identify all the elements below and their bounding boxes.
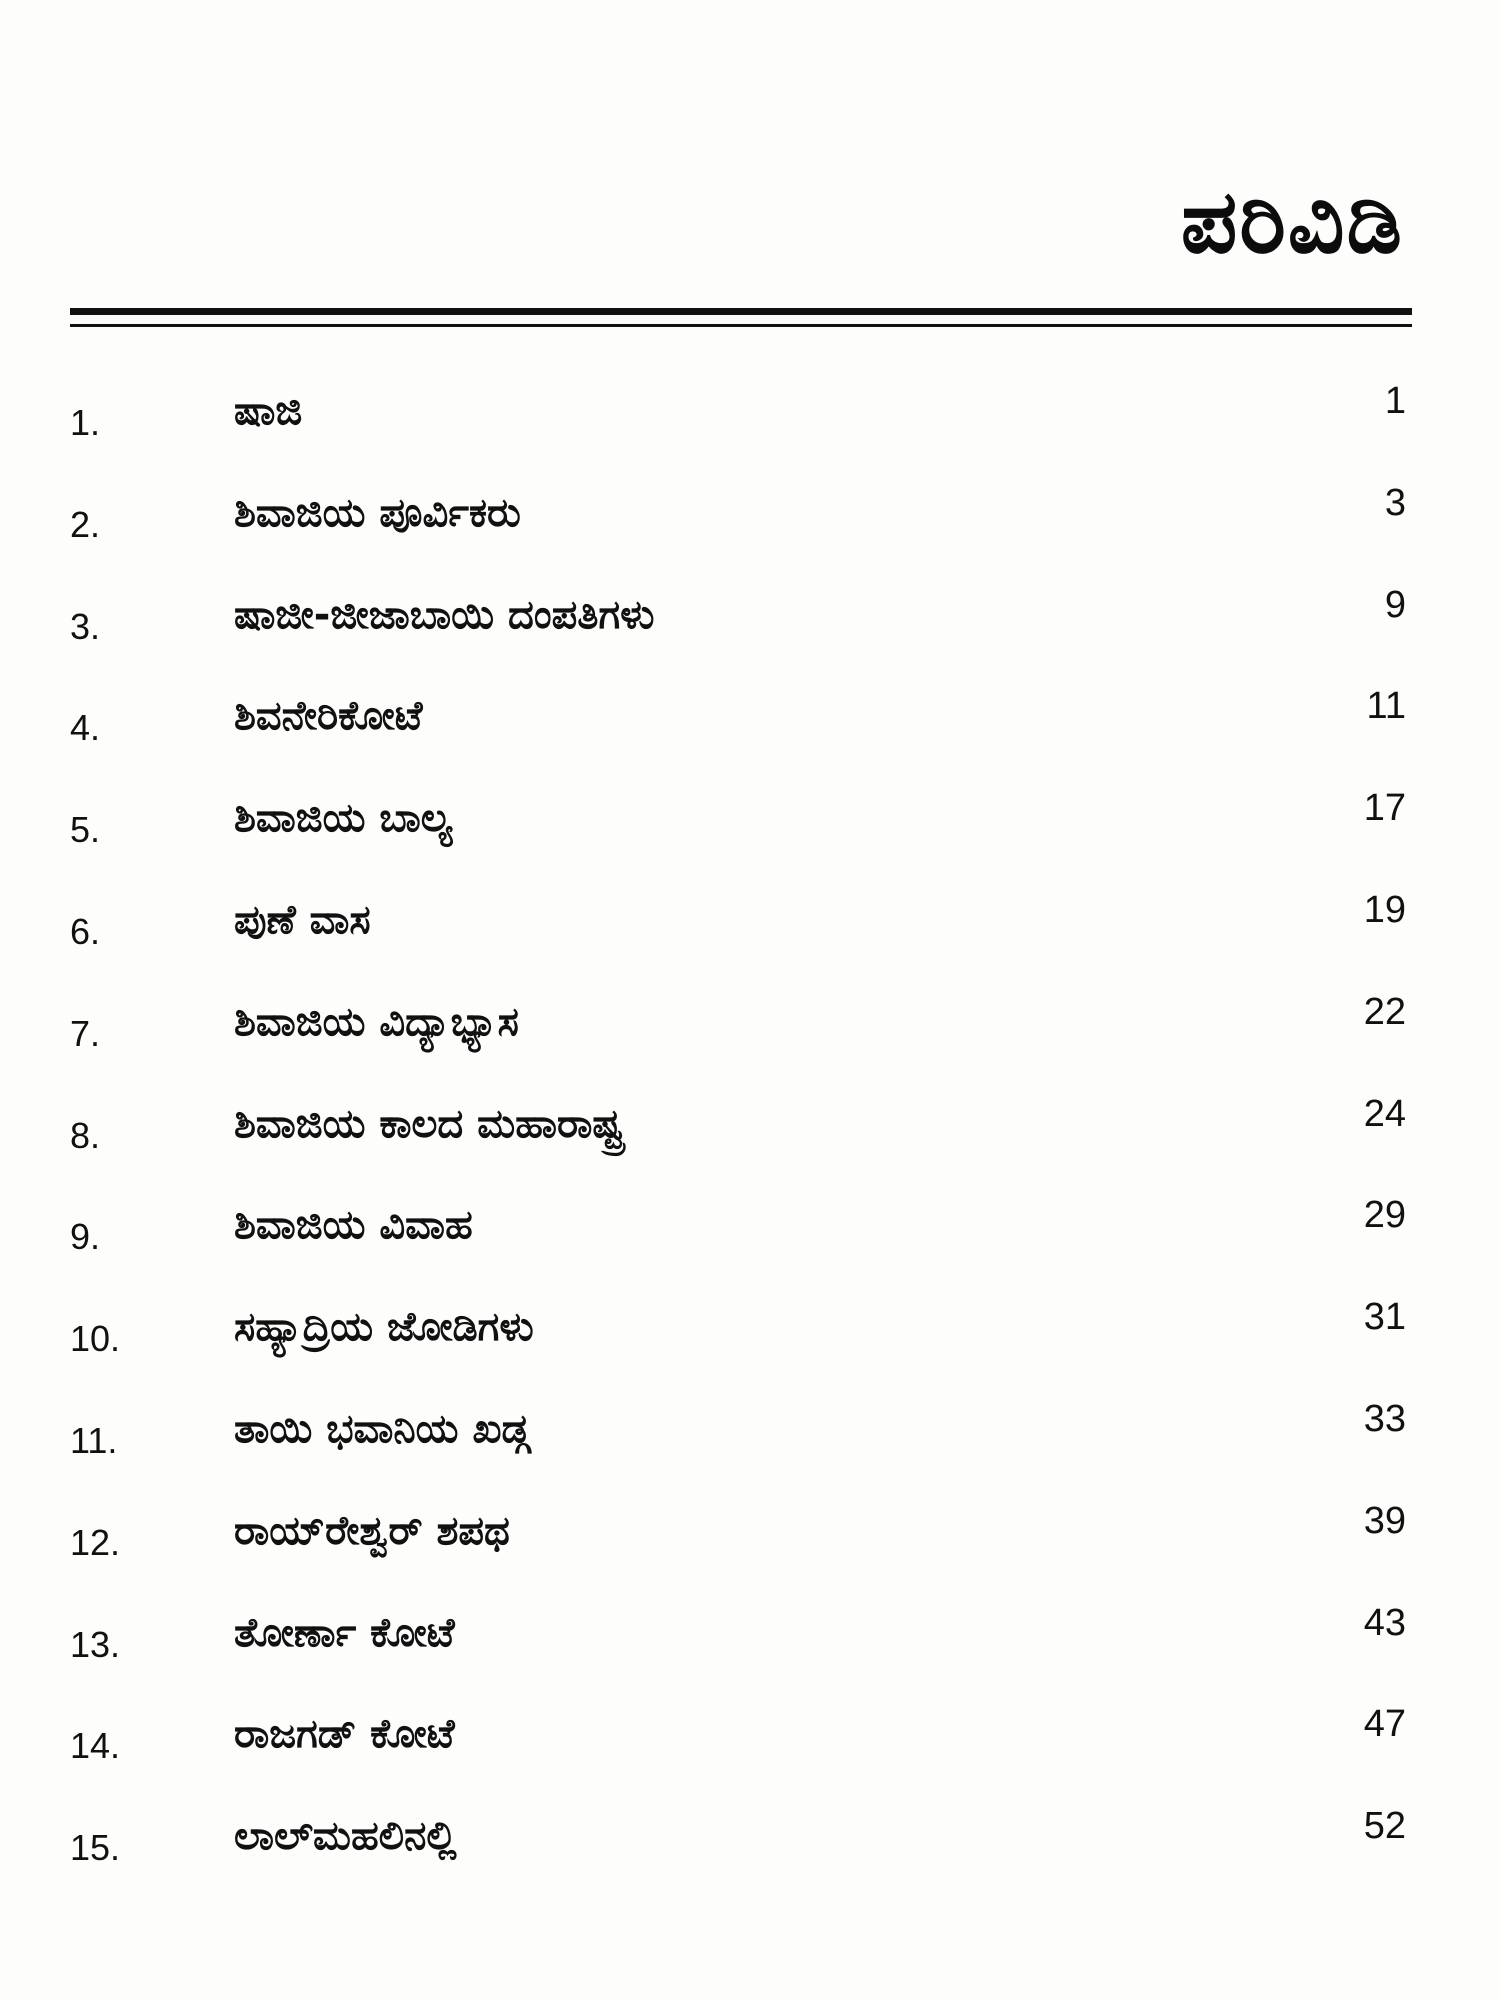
toc-entry-page: 1 — [1384, 380, 1406, 422]
toc-entry-page: 24 — [1363, 1092, 1406, 1135]
toc-entry-page: 43 — [1363, 1601, 1406, 1644]
toc-entry-number: 15. — [70, 1827, 121, 1869]
toc-entry — [70, 584, 1412, 686]
toc-entry-title: ಶಿವನೇರಿಕೋಟೆ — [234, 693, 423, 740]
toc-entry-number: 3. — [70, 605, 101, 647]
toc-entry — [70, 1296, 1412, 1398]
toc-entry-page: 22 — [1363, 990, 1406, 1033]
toc-entry-title: ಶಿವಾಜಿಯ ಕಾಲದ ಮಹಾರಾಷ್ಟ್ರ — [234, 1100, 624, 1147]
toc-entry-number: 5. — [70, 809, 101, 851]
toc-entry-title: ಷಾಜಿ — [234, 388, 303, 434]
toc-entry-number: 13. — [70, 1623, 121, 1665]
toc-entry-number: 12. — [70, 1521, 121, 1563]
toc-entry — [70, 380, 1412, 482]
toc-entry-page: 19 — [1363, 888, 1406, 931]
table-of-contents — [70, 380, 1412, 1907]
toc-entry-page: 11 — [1366, 685, 1406, 728]
toc-entry-title: ಶಿವಾಜಿಯ ಬಾಲ್ಯ — [234, 795, 453, 842]
toc-entry — [70, 1500, 1412, 1602]
toc-entry-title: ತೋರ್ಣಾ ಕೋಟೆ — [234, 1609, 455, 1656]
toc-entry-page: 3 — [1384, 481, 1406, 524]
heading-divider-thick — [70, 308, 1412, 315]
toc-entry-page: 9 — [1384, 583, 1406, 626]
toc-entry-page: 31 — [1363, 1296, 1406, 1339]
toc-entry — [70, 991, 1412, 1093]
toc-entry-title: ಶಿವಾಜಿಯ ವಿವಾಹ — [234, 1202, 473, 1249]
toc-entry-page: 39 — [1363, 1499, 1406, 1542]
page-title: ಪರಿವಿಡಿ — [1180, 170, 1404, 273]
toc-entry-page: 17 — [1363, 787, 1406, 830]
toc-entry — [70, 1805, 1412, 1907]
toc-entry-number: 9. — [70, 1216, 101, 1258]
toc-entry-title: ತಾಯಿ ಭವಾನಿಯ ಖಡ್ಗ — [234, 1405, 530, 1452]
toc-entry — [70, 1093, 1412, 1195]
heading-divider-thin — [70, 324, 1412, 327]
toc-entry — [70, 1398, 1412, 1500]
toc-entry — [70, 482, 1412, 584]
toc-entry-number: 4. — [70, 707, 101, 749]
toc-entry — [70, 889, 1412, 991]
toc-entry-page: 47 — [1363, 1703, 1406, 1746]
toc-entry-number: 10. — [70, 1318, 121, 1360]
toc-entry-title: ರಾಯ್‌ರೇಶ್ವರ್ ಶಪಥ — [234, 1507, 510, 1554]
toc-entry — [70, 1703, 1412, 1805]
toc-entry-title: ಸಹ್ಯಾದ್ರಿಯ ಜೋಡಿಗಳು — [234, 1304, 534, 1351]
toc-entry-title: ಪುಣೆ ವಾಸ — [234, 896, 371, 943]
toc-entry-title: ಲಾಲ್‌ಮಹಲಿನಲ್ಲಿ — [234, 1813, 457, 1860]
toc-entry-title: ರಾಜಗಡ್ ಕೋಟೆ — [234, 1711, 455, 1758]
toc-entry-page: 33 — [1363, 1397, 1406, 1440]
toc-entry — [70, 787, 1412, 889]
toc-entry-number: 11. — [70, 1419, 118, 1461]
toc-entry-number: 1. — [70, 402, 101, 443]
toc-entry-number: 2. — [70, 503, 101, 545]
toc-entry — [70, 685, 1412, 787]
toc-entry-page: 29 — [1363, 1194, 1406, 1237]
toc-entry-number: 8. — [70, 1114, 101, 1156]
toc-entry — [70, 1602, 1412, 1704]
toc-entry-title: ಶಿವಾಜಿಯ ಪೂರ್ವಿಕರು — [234, 489, 521, 536]
toc-entry-page: 52 — [1363, 1805, 1406, 1848]
toc-entry-title: ಶಿವಾಜಿಯ ವಿದ್ಯಾಭ್ಯಾಸ — [234, 998, 519, 1045]
toc-entry — [70, 1194, 1412, 1296]
toc-entry-number: 6. — [70, 910, 101, 952]
toc-entry-number: 14. — [70, 1725, 121, 1767]
toc-entry-title: ಷಾಜೀ-ಜೀಜಾಬಾಯಿ ದಂಪತಿಗಳು — [234, 591, 655, 638]
toc-entry-number: 7. — [70, 1012, 101, 1054]
